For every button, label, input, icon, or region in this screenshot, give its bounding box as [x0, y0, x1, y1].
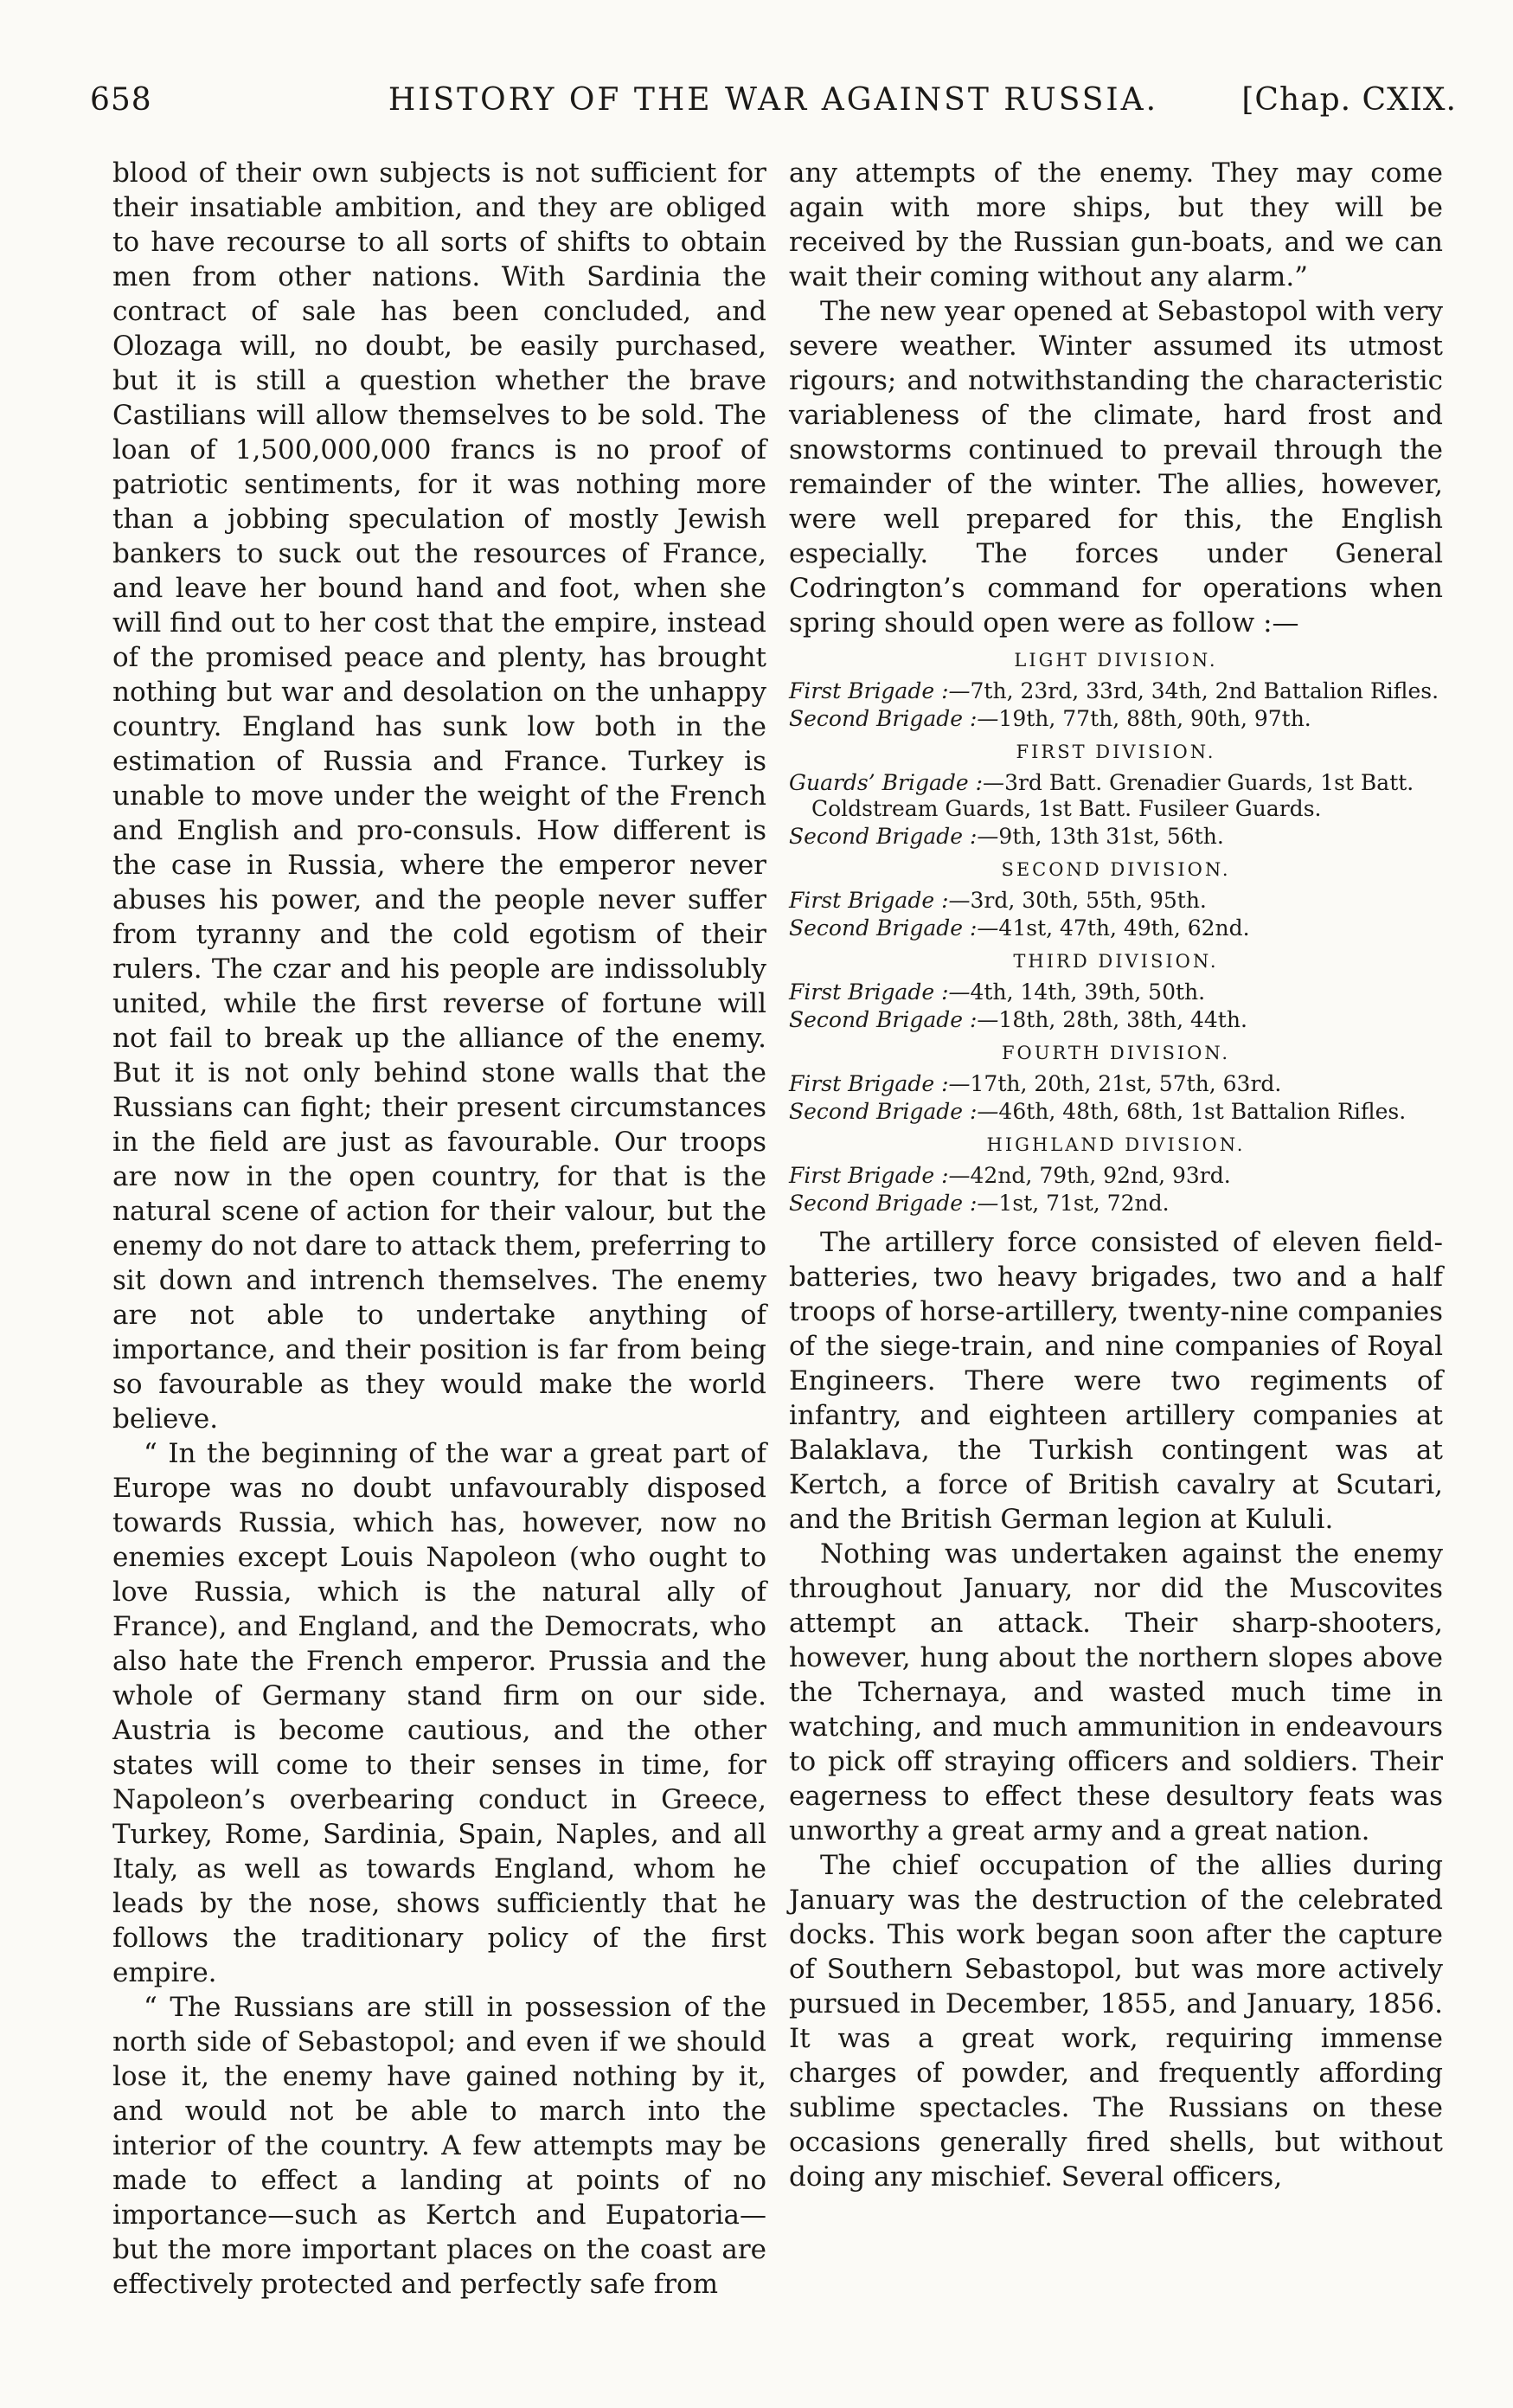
brigade-entry	[789, 770, 1443, 822]
brigade-units: 1st, 71st, 72nd.	[998, 1191, 1170, 1216]
brigade-units: 18th, 28th, 38th, 44th.	[998, 1007, 1247, 1032]
brigade-entry	[789, 888, 1443, 914]
brigade-units: 4th, 14th, 39th, 50th.	[970, 979, 1206, 1005]
division-heading: HIGHLAND DIVISION.	[986, 1134, 1246, 1155]
brigade-units: 41st, 47th, 49th, 62nd.	[998, 915, 1250, 941]
brigade-units: 17th, 20th, 21st, 57th, 63rd.	[970, 1071, 1282, 1096]
brigade-label: Second Brigade :—	[789, 706, 999, 731]
brigade-label: Second Brigade :—	[789, 1191, 999, 1216]
chapter-label: [Chap. CXIX.	[1241, 82, 1457, 118]
paragraph: any attempts of the enemy. They may come again with more ships, but they will be received by the Russian gun-boats, and we can wait their coming without any alarm.”	[789, 157, 1443, 292]
brigade-units: 7th, 23rd, 33rd, 34th, 2nd Battalion Rifles.	[970, 678, 1439, 703]
brigade-label: First Brigade :—	[789, 1071, 971, 1096]
brigade-label: First Brigade :—	[789, 678, 971, 703]
brigade-units: 19th, 77th, 88th, 90th, 97th.	[998, 706, 1311, 731]
page-number: 658	[90, 82, 152, 118]
right-column	[789, 156, 1443, 2194]
division-heading: SECOND DIVISION.	[1001, 859, 1231, 880]
paragraph: The artillery force consisted of eleven field-batteries, two heavy brigades, two and a half troops of horse-artillery, twenty-nine companies of the siege-train, and nine companies of Royal Engineers. There were two regiments of infantry, and eighteen artillery companies at Balaklava, the Turkish contingent was at Kertch, a force of British cavalry at Scutari, and the British German legion at Kululi.	[789, 1227, 1443, 1535]
order-of-battle	[789, 647, 1443, 1217]
brigade-entry	[789, 979, 1443, 1005]
paragraph: The chief occupation of the allies during January was the destruction of the celebrated docks. This work began soon after the capture of Southern Sebastopol, but was more actively pursued in December, 1855, and January, 1856. It was a great work, requiring immense charges of powder, and frequently affording sublime spectacles. The Russians on these occasions generally fired shells, but without doing any mischief. Several officers,	[789, 1850, 1443, 2193]
division-heading: LIGHT DIVISION.	[1014, 650, 1218, 671]
paragraph: The new year opened at Sebastopol with very severe weather. Winter assumed its utmost rigours; and notwithstanding the characteristic variableness of the climate, hard frost and snowstorms continued to prevail through the remainder of the winter. The allies, however, were well prepared for this, the English especially. The forces under General Codrington’s command for operations when spring should open were as follow :—	[789, 296, 1443, 639]
left-column	[112, 156, 766, 2302]
brigade-entry	[789, 1099, 1443, 1125]
brigade-entry	[789, 1071, 1443, 1097]
brigade-units: 46th, 48th, 68th, 1st Battalion Rifles.	[998, 1099, 1407, 1124]
division-heading: FIRST DIVISION.	[1016, 742, 1216, 762]
brigade-units: 3rd Batt. Grenadier Guards, 1st Batt. Coldstream Guards, 1st Batt. Fusileer Guards.	[811, 770, 1414, 821]
brigade-entry	[789, 915, 1443, 941]
brigade-entry	[789, 1191, 1443, 1217]
brigade-entry	[789, 824, 1443, 850]
brigade-entry	[789, 1163, 1443, 1189]
brigade-entry	[789, 706, 1443, 732]
brigade-label: First Brigade :—	[789, 888, 971, 913]
paragraph: “ In the beginning of the war a great part of Europe was no doubt unfavourably disposed towards Russia, which has, however, now no enemies except Louis Napoleon (who ought to love Russia, which is the natural ally of France), and England, and the Democrats, who also hate the French emperor. Prussia and the whole of Germany stand firm on our side. Austria is become cautious, and the other states will come to their senses in time, for Napoleon’s overbearing conduct in Greece, Turkey, Rome, Sardinia, Spain, Naples, and all Italy, as well as towards England, whom he leads by the nose, shows sufficiently that he follows the traditionary policy of the first empire.	[112, 1438, 766, 1988]
brigade-label: Second Brigade :—	[789, 1099, 999, 1124]
division-heading: THIRD DIVISION.	[1013, 951, 1219, 972]
brigade-entry	[789, 678, 1443, 704]
paragraph: “ The Russians are still in possession of the north side of Sebastopol; and even if we should lose it, the enemy have gained nothing by it, and would not be able to march into the interior of the country. A few attempts may be made to effect a landing at points of no importance—such as Kertch and Eupatoria—but the more important places on the coast are effectively protected and perfectly safe from	[112, 1992, 766, 2300]
brigade-label: Second Brigade :—	[789, 1007, 999, 1032]
paragraph: Nothing was undertaken against the enemy throughout January, nor did the Muscovites attempt an attack. Their sharp-shooters, however, hung about the northern slopes above the Tchernaya, and wasted much time in watching, and much ammunition in endeavours to pick off straying officers and soldiers. Their eagerness to effect these desultory feats was unworthy a great army and a great nation.	[789, 1538, 1443, 1846]
running-title: HISTORY OF THE WAR AGAINST RUSSIA.	[388, 82, 1159, 118]
division-heading: FOURTH DIVISION.	[1001, 1043, 1231, 1063]
brigade-label: Second Brigade :—	[789, 824, 999, 849]
brigade-label: Second Brigade :—	[789, 915, 999, 941]
brigade-units: 42nd, 79th, 92nd, 93rd.	[970, 1163, 1231, 1188]
brigade-label: First Brigade :—	[789, 979, 971, 1005]
brigade-label: First Brigade :—	[789, 1163, 971, 1188]
brigade-units: 3rd, 30th, 55th, 95th.	[970, 888, 1207, 913]
brigade-label: Guards’ Brigade :—	[789, 770, 1005, 795]
paragraph: blood of their own subjects is not sufficient for their insatiable ambition, and they are obliged to have recourse to all sorts of shifts to obtain men from other nations. With Sardinia the contract of sale has been concluded, and Olozaga will, no doubt, be easily purchased, but it is still a question whether the brave Castilians will allow themselves to be sold. The loan of 1,500,000,000 francs is no proof of patriotic sentiments, for it was nothing more than a jobbing speculation of mostly Jewish bankers to suck out the resources of France, and leave her bound hand and foot, when she will find out to her cost that the empire, instead of the promised peace and plenty, has brought nothing but war and desolation on the unhappy country. England has sunk low both in the estimation of Russia and France. Turkey is unable to move under the weight of the French and English and pro-consuls. How different is the case in Russia, where the emperor never abuses his power, and the people never suffer from tyranny and the cold egotism of their rulers. The czar and his people are indissolubly united, while the first reverse of fortune will not fail to break up the alliance of the enemy. But it is not only behind stone walls that the Russians can fight; their present circumstances in the field are just as favourable. Our troops are now in the open country, for that is the natural scene of action for their valour, but the enemy do not dare to attack them, preferring to sit down and intrench themselves. The enemy are not able to undertake anything of importance, and their position is far from being so favourable as they would make the world believe.	[112, 157, 766, 1435]
brigade-entry	[789, 1007, 1443, 1033]
page-header	[90, 82, 1457, 134]
brigade-units: 9th, 13th 31st, 56th.	[998, 824, 1224, 849]
